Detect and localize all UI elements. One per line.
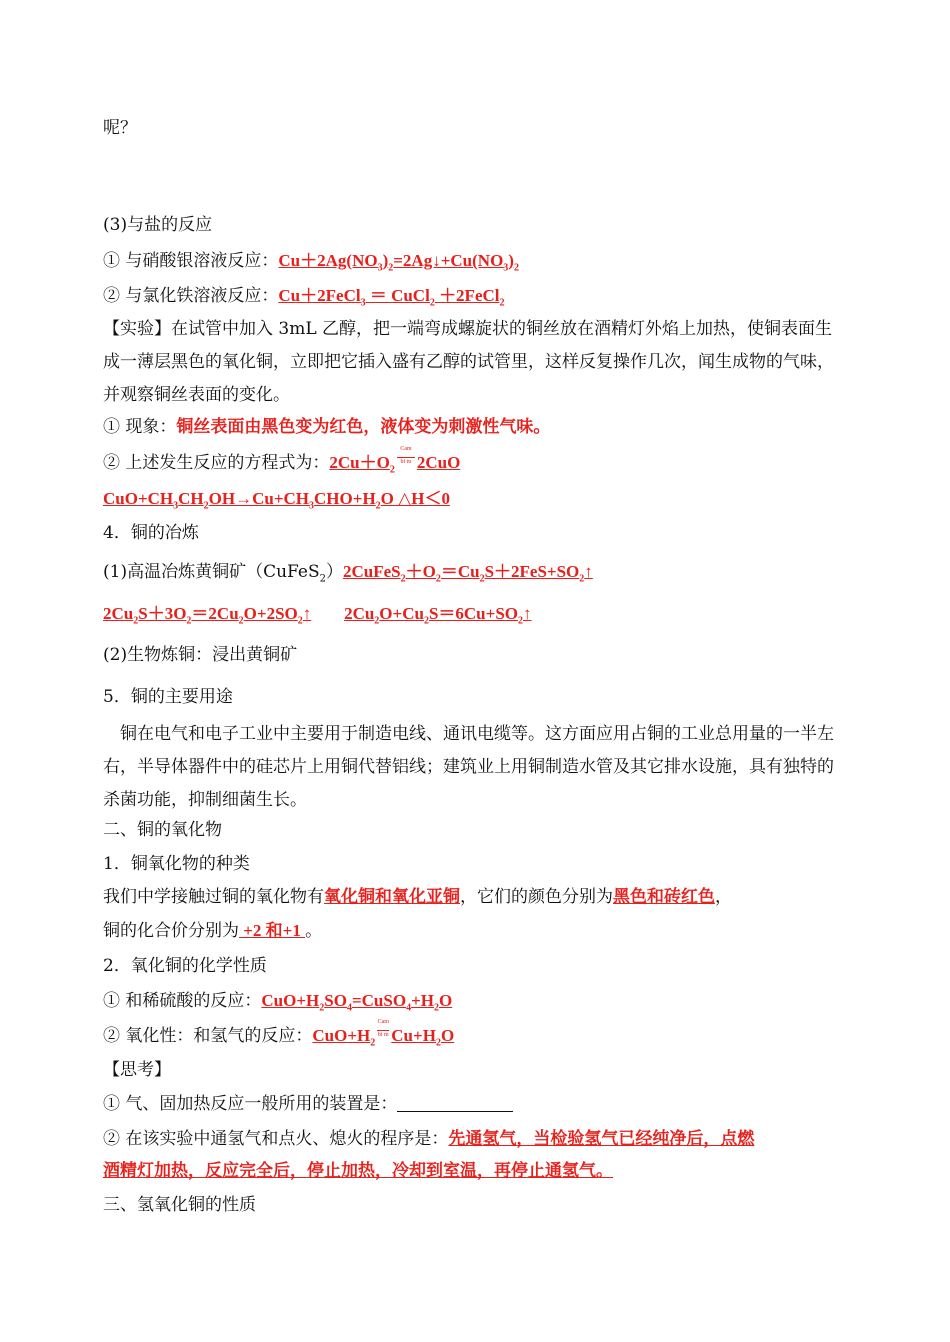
uses-heading: 5．铜的主要用途 xyxy=(103,687,233,707)
salt-reaction-heading: (3)与盐的反应 xyxy=(103,215,213,235)
hydrogen-reduction-equation: $CuO+H_2$ Cam bi m $Cu+H_2O$ xyxy=(312,1019,455,1049)
oxide-names-answer: 氧化铜和氧化亚铜 xyxy=(324,887,460,906)
copper-oxygen-equation: $2Cu+O_2$ Cam bi m 2CuO xyxy=(329,446,461,476)
oxide-colors-answer: 黑色和砖红色 xyxy=(613,887,715,906)
apparatus-question-line: ① 气、固加热反应一般所用的装置是： xyxy=(103,1093,513,1115)
uses-paragraph: 铜在电气和电子工业中主要用于制造电线、通讯电缆等。这方面应用占铜的工业总用量的一半左右，半导体器件中的硅芯片上用铜代替铝线；建筑业上用铜制造水管及其它排水设施，具有独特的杀菌功能，抑制细菌生长。 xyxy=(103,724,834,810)
chalcopyrite-question: (1)高温冶炼黄铜矿（CuFeS$_2$） xyxy=(103,562,343,585)
ferric-chloride-question: ② 与氯化铁溶液反应： xyxy=(103,286,279,306)
hydrogen-reduction-line: ② 氧化性：和氢气的反应：$CuO+H_2$ Cam bi m $Cu+H_2O$ xyxy=(103,1019,455,1049)
answer-blank[interactable] xyxy=(397,1095,513,1112)
heating-condition-mark: Cam bi m xyxy=(395,452,417,470)
chalcopyrite-equation: $2CuFeS_2+O_2=Cu_2S+2FeS+SO_2↑$ xyxy=(342,562,593,585)
valence-line: 铜的化合价分别为 +2 和+1 。 xyxy=(103,921,323,941)
valence-answer: +2 和+1 xyxy=(239,921,306,940)
oxide-types-heading: 1．铜氧化物的种类 xyxy=(103,854,250,874)
ferric-chloride-answer: Cu＋2FeCl$_3$ ＝ CuCl$_2$ ＋2FeCl$_2$ xyxy=(278,286,505,309)
procedure-question-line: ② 在该实验中通氢气和点火、熄火的程序是：先通氢气，当检验氢气已经纯净后，点燃 xyxy=(103,1129,755,1149)
cuprous-oxide-equation: $2Cu_2O+Cu_2S=6Cu+SO_2↑$ xyxy=(344,604,532,627)
equation-line xyxy=(103,446,461,481)
silver-nitrate-line xyxy=(103,250,519,279)
sulfuric-acid-line: ① 和稀硫酸的反应：$CuO+H_2SO_4=CuSO_4+H_2O$ xyxy=(103,991,453,1014)
smelting-equations-line xyxy=(103,603,532,632)
procedure-answer-part2: 酒精灯加热，反应完全后，停止加热，冷却到室温，再停止通氢气。 xyxy=(103,1161,613,1180)
ferric-chloride-line xyxy=(103,285,505,314)
heating-condition-mark: Cam bi m xyxy=(377,1019,389,1038)
cuprous-sulfide-equation: $2Cu_2S+3O_2=2Cu_2O+2SO_2↑$ xyxy=(103,604,312,627)
phenomenon-question: ① 现象： xyxy=(103,417,177,437)
phenomenon-answer: 铜丝表面由黑色变为红色，液体变为刺激性气味。 xyxy=(176,417,551,436)
equation-question: ② 上述发生反应的方程式为： xyxy=(103,453,330,473)
text-continuation: 呢？ xyxy=(103,118,137,138)
chalcopyrite-line xyxy=(103,561,593,590)
oxides-section-heading: 二、铜的氧化物 xyxy=(103,820,222,840)
silver-nitrate-question: ① 与硝酸银溶液反应： xyxy=(103,251,279,271)
procedure-answer-part1: 先通氢气，当检验氢气已经纯净后，点燃 xyxy=(448,1129,755,1148)
phenomenon-line xyxy=(103,416,550,438)
oxide-properties-heading: 2．氧化铜的化学性质 xyxy=(103,956,267,976)
oxide-types-line: 我们中学接触过铜的氧化物有氧化铜和氧化亚铜，它们的颜色分别为黑色和砖红色， xyxy=(103,887,732,907)
smelting-heading: 4．铜的冶炼 xyxy=(103,523,199,543)
think-heading: 【思考】 xyxy=(103,1060,171,1080)
silver-nitrate-answer: $Cu+2Ag(NO_3)_2=2Ag↓+Cu(NO_3)_2$ xyxy=(278,251,519,274)
procedure-answer-line xyxy=(103,1160,613,1182)
hydroxide-section-heading: 三、氢氧化铜的性质 xyxy=(103,1195,256,1215)
bio-smelting-line: (2)生物炼铜：浸出黄铜矿 xyxy=(103,645,298,665)
ethanol-oxidation-equation: $CuO+CH_3CH_2OH\to Cu+CH_3CHO+H_2O$ △H＜0 xyxy=(103,489,450,512)
sulfuric-acid-equation: $CuO+H_2SO_4=CuSO_4+H_2O$ xyxy=(261,991,453,1014)
experiment-paragraph: 【实验】在试管中加入 3mL 乙醇，把一端弯成螺旋状的铜丝放在酒精灯外焰上加热，使铜表面生成一薄层黑色的氧化铜，立即把它插入盛有乙醇的试管里，这样反复操作几次，闻生成物的气味，并观察铜丝表面的变化。 xyxy=(103,319,834,405)
